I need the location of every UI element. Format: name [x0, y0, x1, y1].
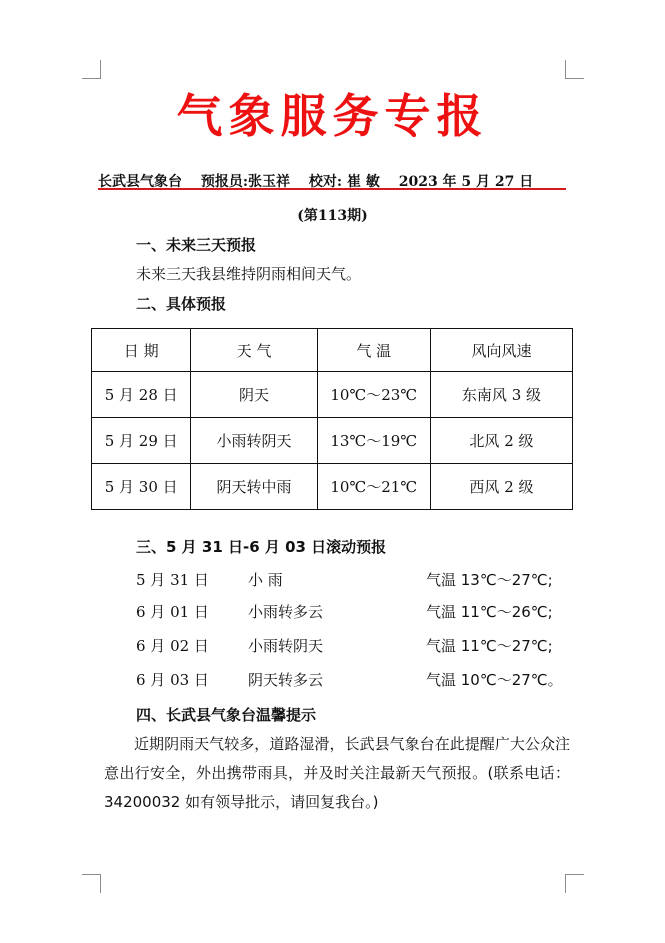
cell-temp: 10℃～23℃ — [317, 372, 430, 418]
crop-mark-bottom-right — [565, 874, 584, 893]
cell-date: 5 月 28 日 — [92, 372, 191, 418]
issue-date: 2023 年 5 月 27 日 — [398, 174, 534, 190]
rolling-date: 6 月 03 日 — [136, 671, 209, 689]
section-heading-3: 三、5 月 31 日-6 月 03 日滚动预报 — [136, 538, 387, 556]
rolling-temp: 气温 13℃～27℃; — [426, 571, 553, 589]
rolling-forecast-row — [136, 569, 576, 589]
table-header-temp: 气 温 — [317, 329, 430, 372]
header-divider — [98, 188, 566, 190]
cell-wind: 北风 2 级 — [430, 418, 572, 464]
rolling-temp: 气温 10℃～27℃。 — [426, 671, 563, 689]
crop-mark-bottom-left — [82, 874, 101, 893]
issue-number: (第113期) — [297, 208, 368, 224]
rolling-weather: 小雨转多云 — [248, 603, 324, 621]
section-heading-2: 二、具体预报 — [136, 295, 227, 313]
table-header-weather: 天 气 — [191, 329, 317, 372]
document-title: 气象服务专报 — [176, 89, 489, 143]
crop-mark-top-right — [565, 60, 584, 79]
reminder-paragraph: 近期阴雨天气较多，道路湿滑，长武县气象台在此提醒广大公众注意出行安全，外出携带雨具，并及时关注最新天气预报。(联系电话：34200032 如有领导批示，请回复我台。) — [104, 735, 570, 811]
rolling-temp: 气温 11℃～27℃; — [426, 637, 553, 655]
section-1-text: 未来三天我县维持阴雨相间天气。 — [136, 265, 362, 283]
cell-date: 5 月 29 日 — [92, 418, 191, 464]
rolling-date: 6 月 02 日 — [136, 637, 209, 655]
table-row — [92, 464, 573, 510]
table-header-row — [92, 329, 573, 372]
rolling-forecast-row — [136, 669, 576, 689]
section-heading-4: 四、长武县气象台温馨提示 — [136, 706, 317, 724]
cell-weather: 小雨转阴天 — [191, 418, 317, 464]
cell-wind: 西风 2 级 — [430, 464, 572, 510]
table-header-wind: 风向风速 — [430, 329, 572, 372]
rolling-temp: 气温 11℃～26℃; — [426, 603, 553, 621]
table-header-date: 日 期 — [92, 329, 191, 372]
cell-wind: 东南风 3 级 — [430, 372, 572, 418]
forecast-table — [91, 328, 573, 510]
rolling-forecast-row — [136, 635, 576, 655]
rolling-weather: 小 雨 — [248, 571, 283, 589]
rolling-weather: 阴天转多云 — [248, 671, 324, 689]
rolling-weather: 小雨转阴天 — [248, 637, 324, 655]
rolling-forecast-row — [136, 601, 576, 621]
checker: 校对: 崔 敏 — [308, 174, 380, 190]
cell-date: 5 月 30 日 — [92, 464, 191, 510]
cell-temp: 10℃～21℃ — [317, 464, 430, 510]
section-heading-1: 一、未来三天预报 — [136, 236, 257, 254]
station-name: 长武县气象台 — [98, 174, 182, 190]
rolling-date: 5 月 31 日 — [136, 571, 209, 589]
forecaster: 预报员:张玉祥 — [200, 174, 291, 190]
table-row — [92, 418, 573, 464]
cell-temp: 13℃～19℃ — [317, 418, 430, 464]
crop-mark-top-left — [82, 60, 101, 79]
rolling-date: 6 月 01 日 — [136, 603, 209, 621]
cell-weather: 阴天 — [191, 372, 317, 418]
cell-weather: 阴天转中雨 — [191, 464, 317, 510]
table-row — [92, 372, 573, 418]
